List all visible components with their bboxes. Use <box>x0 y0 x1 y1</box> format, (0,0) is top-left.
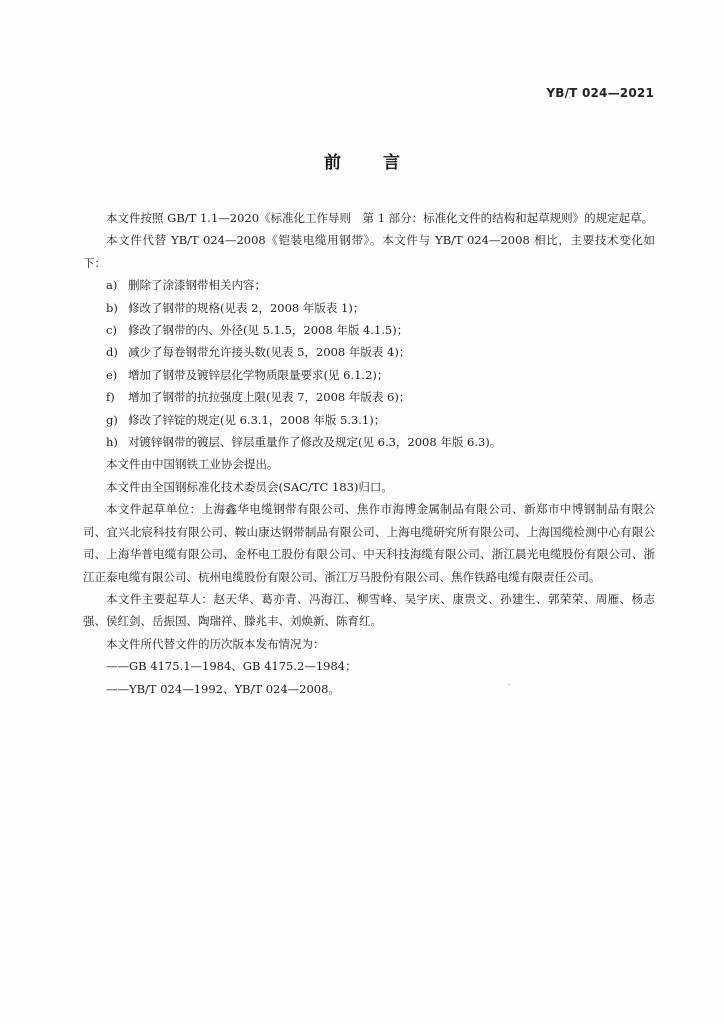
change-marker: g) <box>106 412 118 427</box>
change-text: 修改了钢带的规格(见表 2，2008 年版表 1)； <box>128 300 365 315</box>
change-marker: c) <box>106 323 117 338</box>
change-item <box>83 274 655 296</box>
change-item <box>83 319 655 341</box>
intro-paragraph-1: 本文件按照 GB/T 1.1—2020《标准化工作导则 第 1 部分：标准化文件的结构和起草规则》的规定起草。 <box>106 211 654 225</box>
drafters: 本文件主要起草人：赵天华、葛亦青、冯海江、柳雪峰、吴宇庆、康贵文、孙建生、郭荣荣、周雁、杨志强、侯红剑、岳振国、陶瑞祥、滕兆丰、刘焕新、陈育红。 <box>83 591 655 629</box>
history-item: ——YB/T 024—1992、YB/T 024—2008。 <box>106 681 340 696</box>
change-marker: a) <box>106 278 118 293</box>
change-text: 修改了锌锭的规定(见 6.3.1，2008 年版 5.3.1)； <box>128 412 386 427</box>
change-text: 减少了每卷钢带允许接头数(见表 5，2008 年版表 4)； <box>128 345 411 360</box>
scan-speck <box>508 684 510 685</box>
foreword-body <box>83 207 655 700</box>
change-marker: h) <box>106 435 118 450</box>
change-text: 增加了钢带及镀锌层化学物质限量要求(见 6.1.2)； <box>128 367 389 382</box>
managed-by: 本文件由全国钢标准化技术委员会(SAC/TC 183)归口。 <box>106 479 393 494</box>
change-item <box>83 386 655 408</box>
change-marker: f) <box>106 390 115 405</box>
change-item <box>83 431 655 453</box>
change-text: 修改了钢带的内、外径(见 5.1.5，2008 年版 4.1.5)； <box>128 323 409 338</box>
history-intro: 本文件所代替文件的历次版本发布情况为： <box>106 636 325 651</box>
change-item <box>83 341 655 363</box>
history-item: ——GB 4175.1—1984、GB 4175.2—1984； <box>106 659 357 674</box>
change-marker: e) <box>106 367 118 382</box>
change-item <box>83 297 655 319</box>
drafting-units: 本文件起草单位：上海鑫华电缆钢带有限公司、焦作市海博金属制品有限公司、新郑市中博钢制品有限公司、宜兴北宸科技有限公司、鞍山康达钢带制品有限公司、上海电缆研究所有限公司、上海国缆检测中心有限公司、上海华普电缆有限公司、金杯电工股份有限公司、中天科技海缆有限公司、浙江晨光电缆股份有限公司、浙江正泰电缆有限公司、杭州电缆股份有限公司、浙江万马股份有限公司、焦作铁路电缆有限责任公司。 <box>83 502 655 584</box>
page-title: 前言 <box>324 153 442 173</box>
document-code: YB/T 024—2021 <box>546 86 654 100</box>
change-marker: d) <box>106 345 118 360</box>
intro-paragraph-2: 本文件代替 YB/T 024—2008《铠装电缆用钢带》。本文件与 YB/T 024—2008 相比，主要技术变化如下： <box>83 233 655 270</box>
change-text: 对镀锌钢带的镀层、锌层重量作了修改及规定(见 6.3，2008 年版 6.3)。 <box>128 435 502 450</box>
change-text: 删除了涂漆钢带相关内容； <box>128 278 266 293</box>
change-marker: b) <box>106 300 118 315</box>
change-item <box>83 364 655 386</box>
change-item <box>83 409 655 431</box>
change-text: 增加了钢带的抗拉强度上限(见表 7，2008 年版表 6)； <box>128 390 411 405</box>
proposed-by: 本文件由中国钢铁工业协会提出。 <box>106 457 279 472</box>
